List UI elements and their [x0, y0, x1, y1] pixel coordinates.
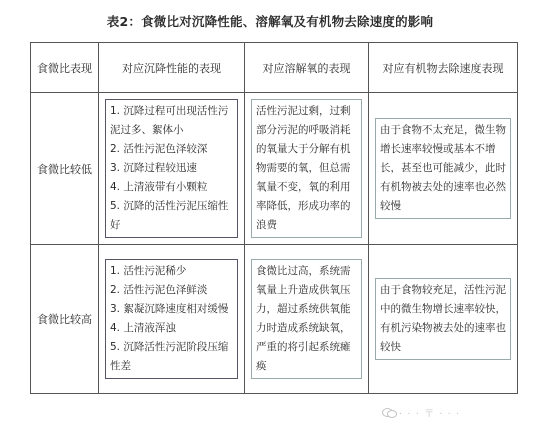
column-header: 食微比表现 — [31, 43, 99, 93]
table-header-row — [31, 43, 518, 93]
column-header: 对应有机物去除速度表现 — [369, 43, 518, 93]
watermark — [382, 404, 532, 420]
row-label: 食微比较高 — [31, 245, 99, 394]
data-table — [30, 42, 518, 394]
table-row — [31, 245, 518, 394]
list-item: 4. 上清液浑浊 — [110, 322, 176, 334]
row-label: 食微比较低 — [31, 93, 99, 245]
wechat-icon — [382, 407, 396, 418]
oxygen-text: 活性污泥过剩，过剩部分污泥的呼吸消耗的氧量大于分解有机物需要的氧，但总需氧量不变，氧的利用率降低，形成功率的浪费 — [251, 99, 362, 238]
removal-text: 由于食物较充足，活性污泥中的微生物增长速率较快，有机污染物被去处的速率也较快 — [375, 278, 511, 360]
list-item: 3. 沉降过程较迅速 — [110, 162, 197, 174]
removal-text: 由于食物不太充足，微生物增长速率较慢或基本不增长，甚至也可能减少，此时有机物被去处的速率也必然较慢 — [375, 118, 511, 219]
list-item: 5. 沉降的活性污泥压缩性好 — [110, 200, 229, 231]
column-header: 对应沉降性能的表现 — [99, 43, 245, 93]
list-item: 3. 絮凝沉降速度相对缓慢 — [110, 303, 229, 315]
list-item: 1. 沉降过程可出现活性污泥过多、絮体小 — [110, 105, 229, 136]
table-title: 表2：食微比对沉降性能、溶解氧及有机物去除速度的影响 — [106, 14, 434, 29]
oxygen-text: 食微比过高，系统需氧量上升造成供氧压力，超过系统供氧能力时造成系统缺氧，严重的将引起系统瘫痪 — [251, 259, 362, 379]
column-header: 对应溶解氧的表现 — [245, 43, 369, 93]
table-row — [31, 93, 518, 245]
watermark-text: · · · 〒 · · · — [399, 408, 461, 420]
settling-cell — [99, 245, 245, 394]
oxygen-cell — [245, 93, 369, 245]
list-item: 5. 沉降活性污泥阶段压缩性差 — [110, 341, 229, 372]
list-item: 1. 活性污泥稀少 — [110, 265, 187, 277]
oxygen-cell — [245, 245, 369, 394]
removal-cell — [369, 245, 518, 394]
list-item: 4. 上清液带有小颗粒 — [110, 181, 208, 193]
settling-cell — [99, 93, 245, 245]
list-item: 2. 活性污泥色泽较深 — [110, 143, 208, 155]
settling-list — [105, 259, 238, 379]
removal-cell — [369, 93, 518, 245]
list-item: 2. 活性污泥色泽鲜淡 — [110, 284, 208, 296]
settling-list — [105, 99, 238, 238]
